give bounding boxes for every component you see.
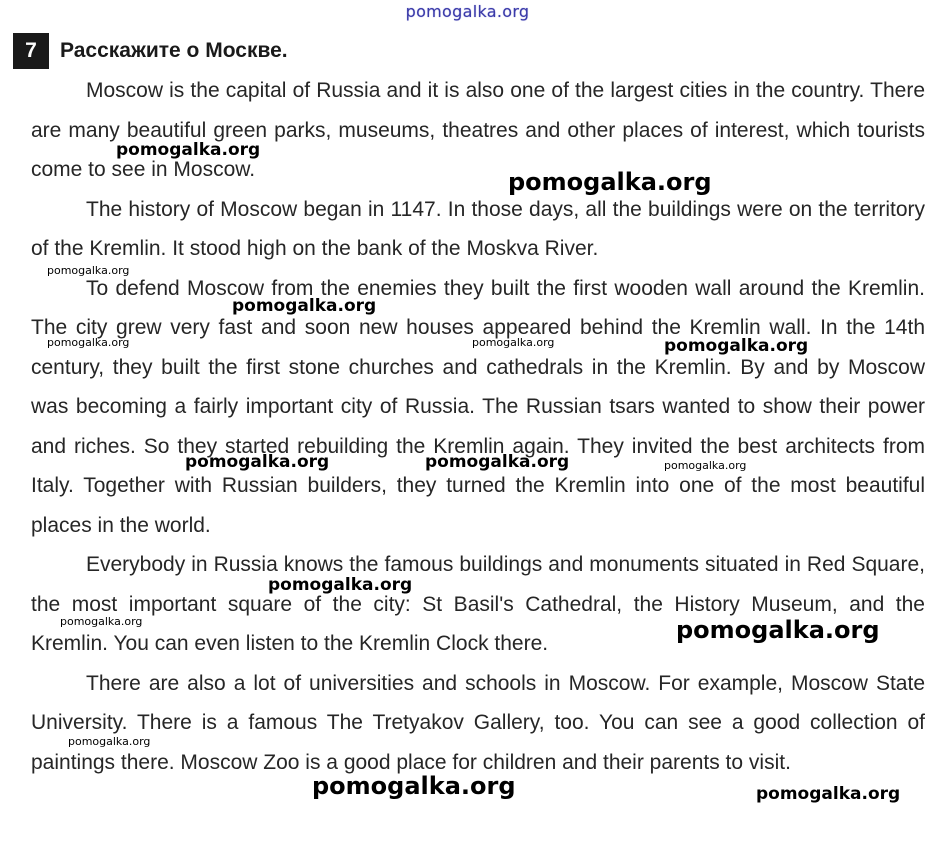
top-watermark: pomogalka.org bbox=[405, 2, 530, 21]
article-body bbox=[31, 71, 925, 782]
paragraph-history: The history of Moscow began in 1147. In those days, all the buildings were on the territory of the Kremlin. It stood high on the bank of the Moskva River. bbox=[31, 197, 925, 260]
task-title: Расскажите о Москве. bbox=[60, 39, 288, 62]
paragraph-red-square: Everybody in Russia knows the famous buildings and monuments situated in Red Square, the most important square of the city: St Basil's Cathedral, the History Museum, and the Kremlin. You can even listen to the Kremlin Clock there. bbox=[31, 553, 925, 655]
watermark: pomogalka.org bbox=[116, 140, 261, 160]
watermark: pomogalka.org bbox=[472, 336, 555, 349]
watermark: pomogalka.org bbox=[232, 296, 377, 316]
watermark: pomogalka.org bbox=[185, 452, 330, 472]
watermark: pomogalka.org bbox=[47, 336, 130, 349]
watermark: pomogalka.org bbox=[664, 459, 747, 472]
watermark: pomogalka.org bbox=[425, 452, 570, 472]
watermark: pomogalka.org bbox=[60, 615, 143, 628]
watermark: pomogalka.org bbox=[676, 616, 880, 644]
watermark: pomogalka.org bbox=[756, 784, 901, 804]
watermark: pomogalka.org bbox=[68, 735, 151, 748]
watermark: pomogalka.org bbox=[664, 336, 809, 356]
task-number-badge: 7 bbox=[13, 33, 49, 69]
watermark: pomogalka.org bbox=[312, 772, 516, 800]
paragraph-intro: Moscow is the capital of Russia and it is also one of the largest cities in the country. There are many beautiful green parks, museums, theatres and other places of interest, which tourists come to see in Moscow. bbox=[31, 79, 925, 181]
watermark: pomogalka.org bbox=[47, 264, 130, 277]
paragraph-education: There are also a lot of universities and schools in Moscow. For example, Moscow State University. There is a famous The Tretyakov Gallery, too. You can see a good collection of paintings there. Moscow Zoo is a good place for children and their parents to visit. bbox=[31, 671, 925, 774]
watermark: pomogalka.org bbox=[268, 575, 413, 595]
paragraph-kremlin: To defend Moscow from the enemies they built the first wooden wall around the Kremlin. The city grew very fast and soon new houses appeared behind the Kremlin wall. In the 14th century, they built the first stone churches and cathedrals in the Kremlin. By and by Moscow was becoming a fairly important city of Russia. The Russian tsars wanted to show their power and riches. So they started rebuilding the Kremlin again. They invited the best architects from Italy. Together with Russian builders, they turned the Kremlin into one of the most beautiful places in the world. bbox=[31, 276, 925, 537]
watermark: pomogalka.org bbox=[508, 168, 712, 196]
task-header bbox=[13, 33, 288, 69]
